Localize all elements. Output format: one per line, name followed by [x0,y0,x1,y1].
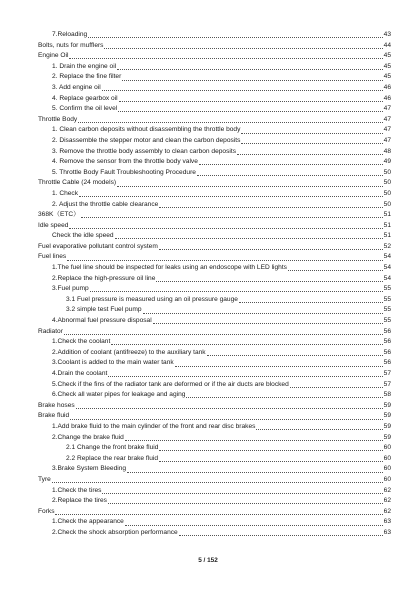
toc-entry-page-number: 59 [383,401,391,409]
toc-dot-leader [70,419,383,420]
toc-entry[interactable] [38,200,391,211]
toc-entry-title: 2.Addition of coolant (antifreeze) to the auxiliary tank [52,348,206,356]
toc-entry-title: 2.Change the brake fluid [52,433,124,441]
toc-dot-leader [102,90,383,91]
toc-dot-leader [159,249,383,250]
toc-entry[interactable] [38,369,391,380]
toc-dot-leader [122,80,382,81]
toc-entry-title: 1.Check the tires [52,486,102,494]
toc-entry-page-number: 46 [383,94,391,102]
toc-entry[interactable] [38,221,391,232]
toc-entry-page-number: 57 [383,370,391,377]
toc-entry[interactable] [38,411,391,422]
toc-entry-title: 368K（ETC） [38,211,80,219]
toc-entry[interactable] [38,51,391,62]
toc-dot-leader [288,270,383,271]
toc-entry[interactable] [38,94,391,105]
toc-entry-title: Check the idle speed [52,232,114,240]
toc-entry-title: 1.Check the coolant [52,338,111,346]
toc-entry[interactable] [38,147,391,158]
toc-entry-page-number: 63 [383,528,391,536]
toc-entry-title: Radiator [38,327,63,335]
toc-entry-title: Tyre [38,475,51,483]
toc-dot-leader [199,164,383,165]
toc-entry-title: 1. Drain the engine oil [52,62,117,70]
toc-entry-page-number: 50 [383,179,391,187]
toc-entry[interactable] [38,454,391,465]
toc-entry-page-number: 59 [383,433,391,441]
toc-dot-leader [69,228,382,229]
toc-entry-page-number: 56 [383,338,391,346]
toc-entry-page-number: 50 [383,189,391,197]
toc-entry-title: 3.Fuel pump [52,285,89,293]
toc-entry-title: 2. Replace the fine filter [52,73,122,81]
toc-entry-title: 2.1 Change the front brake fluid [66,444,159,452]
toc-entry[interactable] [38,210,391,221]
toc-dot-leader [102,493,382,494]
toc-entry[interactable] [38,305,391,316]
toc-entry-title: 3. Remove the throttle body assembly to clean carbon deposits [52,147,236,155]
toc-entry-page-number: 45 [383,73,391,81]
toc-dot-leader [52,482,383,483]
toc-entry[interactable] [38,486,391,497]
toc-entry-title: Fuel evaporative pollutant control system [38,242,158,250]
toc-dot-leader [79,196,383,197]
toc-entry[interactable] [38,401,391,412]
toc-dot-leader [90,291,383,292]
toc-entry-page-number: 54 [383,264,391,272]
toc-entry-title: Forks [38,507,55,515]
toc-dot-leader [153,323,383,324]
toc-entry-page-number: 55 [383,306,391,314]
toc-entry-title: 4. Remove the sensor from the throttle body valve [52,158,198,166]
toc-entry-title: 1.Check the appearance [52,518,124,526]
toc-entry-page-number: 56 [383,327,391,335]
toc-entry[interactable] [38,475,391,486]
toc-entry-page-number: 47 [383,105,391,113]
toc-entry[interactable] [38,231,391,242]
toc-entry-title: 2.Check the shock absorption performance [52,528,178,536]
toc-entry-page-number: 57 [383,380,391,388]
toc-entry[interactable] [38,358,391,369]
toc-entry-page-number: 46 [383,83,391,91]
toc-entry-page-number: 48 [383,147,391,155]
toc-entry[interactable] [38,72,391,83]
toc-entry-page-number: 51 [383,232,391,240]
toc-entry-title: 4. Replace gearbox oil [52,94,118,102]
toc-dot-leader [108,503,383,504]
toc-entry-title: 5.Check if the fins of the radiator tank are deformed or if the air ducts are blocked [52,380,289,388]
toc-entry-page-number: 50 [383,200,391,208]
toc-dot-leader [241,143,382,144]
toc-dot-leader [127,472,383,473]
toc-entry[interactable] [38,62,391,73]
toc-entry-page-number: 62 [383,486,391,494]
toc-entry[interactable] [38,284,391,295]
toc-dot-leader [207,355,383,356]
toc-entry-page-number: 50 [383,168,391,176]
toc-dot-leader [179,535,383,536]
toc-dot-leader [117,69,383,70]
toc-entry[interactable] [38,104,391,115]
toc-entry[interactable] [38,274,391,285]
toc-entry-page-number: 62 [383,497,391,505]
toc-dot-leader [119,101,383,102]
toc-dot-leader [111,344,382,345]
toc-entry-title: 2.Replace the high-pressure oil line [52,274,156,282]
page-number-footer: 5 / 152 [198,557,218,564]
toc-entry[interactable] [38,41,391,52]
toc-entry[interactable] [38,168,391,179]
toc-entry-title: 2.2 Replace the rear brake fluid [66,454,159,462]
toc-entry-title: 1.The fuel line should be inspected for leaks using an endoscope with LED lights [52,264,287,272]
toc-entry-title: Throttle Body [38,115,78,123]
toc-entry[interactable] [38,252,391,263]
toc-entry[interactable] [38,422,391,433]
toc-entry[interactable] [38,528,391,539]
toc-entry[interactable] [38,263,391,274]
toc-dot-leader [118,111,382,112]
toc-entry-title: Brake fluid [38,412,70,420]
toc-entry-page-number: 47 [383,126,391,134]
toc-entry-title: 7.Reloading [52,31,88,38]
toc-entry-title: 2.Replace the tires [52,497,107,505]
toc-entry[interactable] [38,443,391,454]
toc-dot-leader [241,133,382,134]
toc-entry-title: 2. Adjust the throttle cable clearance [52,200,159,208]
toc-entry-title: 3.2 simple test Fuel pump [66,306,142,314]
toc-entry[interactable] [38,517,391,528]
toc-entry[interactable] [38,83,391,94]
toc-entry-title: Engine Oil [38,52,69,60]
toc-entry[interactable] [38,507,391,518]
toc-dot-leader [67,260,382,261]
toc-dot-leader [239,302,383,303]
toc-entry-title: Fuel lines [38,253,67,261]
toc-entry[interactable] [38,125,391,136]
toc-dot-leader [175,366,383,367]
toc-dot-leader [115,238,383,239]
toc-entry[interactable] [38,380,391,391]
toc-entry-page-number: 60 [383,465,391,473]
toc-entry[interactable] [38,30,391,41]
toc-dot-leader [159,207,382,208]
toc-entry[interactable] [38,337,391,348]
toc-dot-leader [156,281,382,282]
toc-dot-leader [78,122,382,123]
toc-entry-title: 3. Add engine oil [52,83,101,91]
toc-entry-page-number: 56 [383,348,391,356]
toc-entry-page-number: 60 [383,475,391,483]
table-of-contents [38,30,391,539]
toc-entry-title: Idle speed [38,221,69,229]
toc-dot-leader [256,429,382,430]
toc-entry[interactable] [38,295,391,306]
toc-entry-page-number: 63 [383,518,391,526]
toc-entry-title: 3.Brake System Bleeding [52,465,127,473]
toc-dot-leader [125,440,383,441]
toc-entry-title: Brake hoses [38,401,75,409]
toc-dot-leader [143,313,383,314]
toc-dot-leader [159,450,382,451]
toc-entry[interactable] [38,157,391,168]
toc-entry-page-number: 56 [383,359,391,367]
toc-entry-page-number: 55 [383,285,391,293]
toc-entry-title: 1.Add brake fluid to the main cylinder of the front and rear disc brakes [52,422,256,430]
toc-dot-leader [125,525,383,526]
toc-entry-page-number: 52 [383,242,391,250]
toc-entry-page-number: 58 [383,391,391,399]
toc-entry-title: 2. Disassemble the stepper motor and clean the carbon deposits [52,136,241,144]
toc-entry[interactable] [38,433,391,444]
toc-entry-page-number: 44 [383,41,391,49]
toc-entry-page-number: 60 [383,444,391,452]
toc-entry-title: 3.Coolant is added to the main water tank [52,359,174,367]
toc-dot-leader [64,334,383,335]
toc-entry-title: Throttle Cable (24 models) [38,179,117,187]
toc-dot-leader [186,397,382,398]
toc-entry-page-number: 59 [383,422,391,430]
toc-entry[interactable] [38,178,391,189]
toc-entry-title: 3.1 Fuel pressure is measured using an oil pressure gauge [66,295,238,303]
toc-dot-leader [290,387,383,388]
toc-dot-leader [69,58,382,59]
toc-entry-page-number: 43 [383,31,391,38]
toc-entry-page-number: 47 [383,136,391,144]
toc-entry-page-number: 62 [383,507,391,515]
toc-entry-title: 1. Check [52,189,79,197]
toc-entry-page-number: 60 [383,454,391,462]
toc-dot-leader [55,514,382,515]
toc-entry-title: 4.Drain the coolant [52,370,108,377]
toc-dot-leader [76,408,383,409]
toc-entry-page-number: 45 [383,62,391,70]
toc-entry[interactable] [38,496,391,507]
toc-entry[interactable] [38,348,391,359]
toc-entry-page-number: 59 [383,412,391,420]
toc-entry[interactable] [38,327,391,338]
toc-dot-leader [81,217,383,218]
toc-entry-title: Bolts, nuts for mufflers [38,41,104,49]
toc-entry-page-number: 47 [383,115,391,123]
toc-entry-page-number: 55 [383,317,391,325]
toc-dot-leader [237,154,383,155]
toc-entry[interactable] [38,390,391,401]
toc-entry-page-number: 51 [383,211,391,219]
toc-entry-page-number: 45 [383,52,391,60]
toc-entry[interactable] [38,136,391,147]
toc-entry-title: 5. Throttle Body Fault Troubleshooting Procedure [52,168,196,176]
toc-entry-page-number: 51 [383,221,391,229]
toc-dot-leader [104,48,382,49]
toc-entry-page-number: 54 [383,253,391,261]
toc-dot-leader [108,376,382,377]
toc-entry[interactable] [38,189,391,200]
toc-entry[interactable] [38,316,391,327]
toc-dot-leader [88,37,382,38]
toc-entry[interactable] [38,242,391,253]
toc-entry-page-number: 49 [383,158,391,166]
toc-dot-leader [197,175,383,176]
toc-dot-leader [159,461,383,462]
toc-entry[interactable] [38,115,391,126]
toc-entry-title: 1. Clean carbon deposits without disassembling the throttle body [52,126,241,134]
toc-dot-leader [117,186,383,187]
toc-entry-page-number: 55 [383,295,391,303]
toc-entry-title: 6.Check all water pipes for leakage and aging [52,391,186,399]
toc-entry-title: 4.Abnormal fuel pressure disposal [52,317,152,325]
toc-entry-title: 5. Confirm the oil level [52,105,118,113]
toc-entry[interactable] [38,464,391,475]
toc-entry-page-number: 54 [383,274,391,282]
